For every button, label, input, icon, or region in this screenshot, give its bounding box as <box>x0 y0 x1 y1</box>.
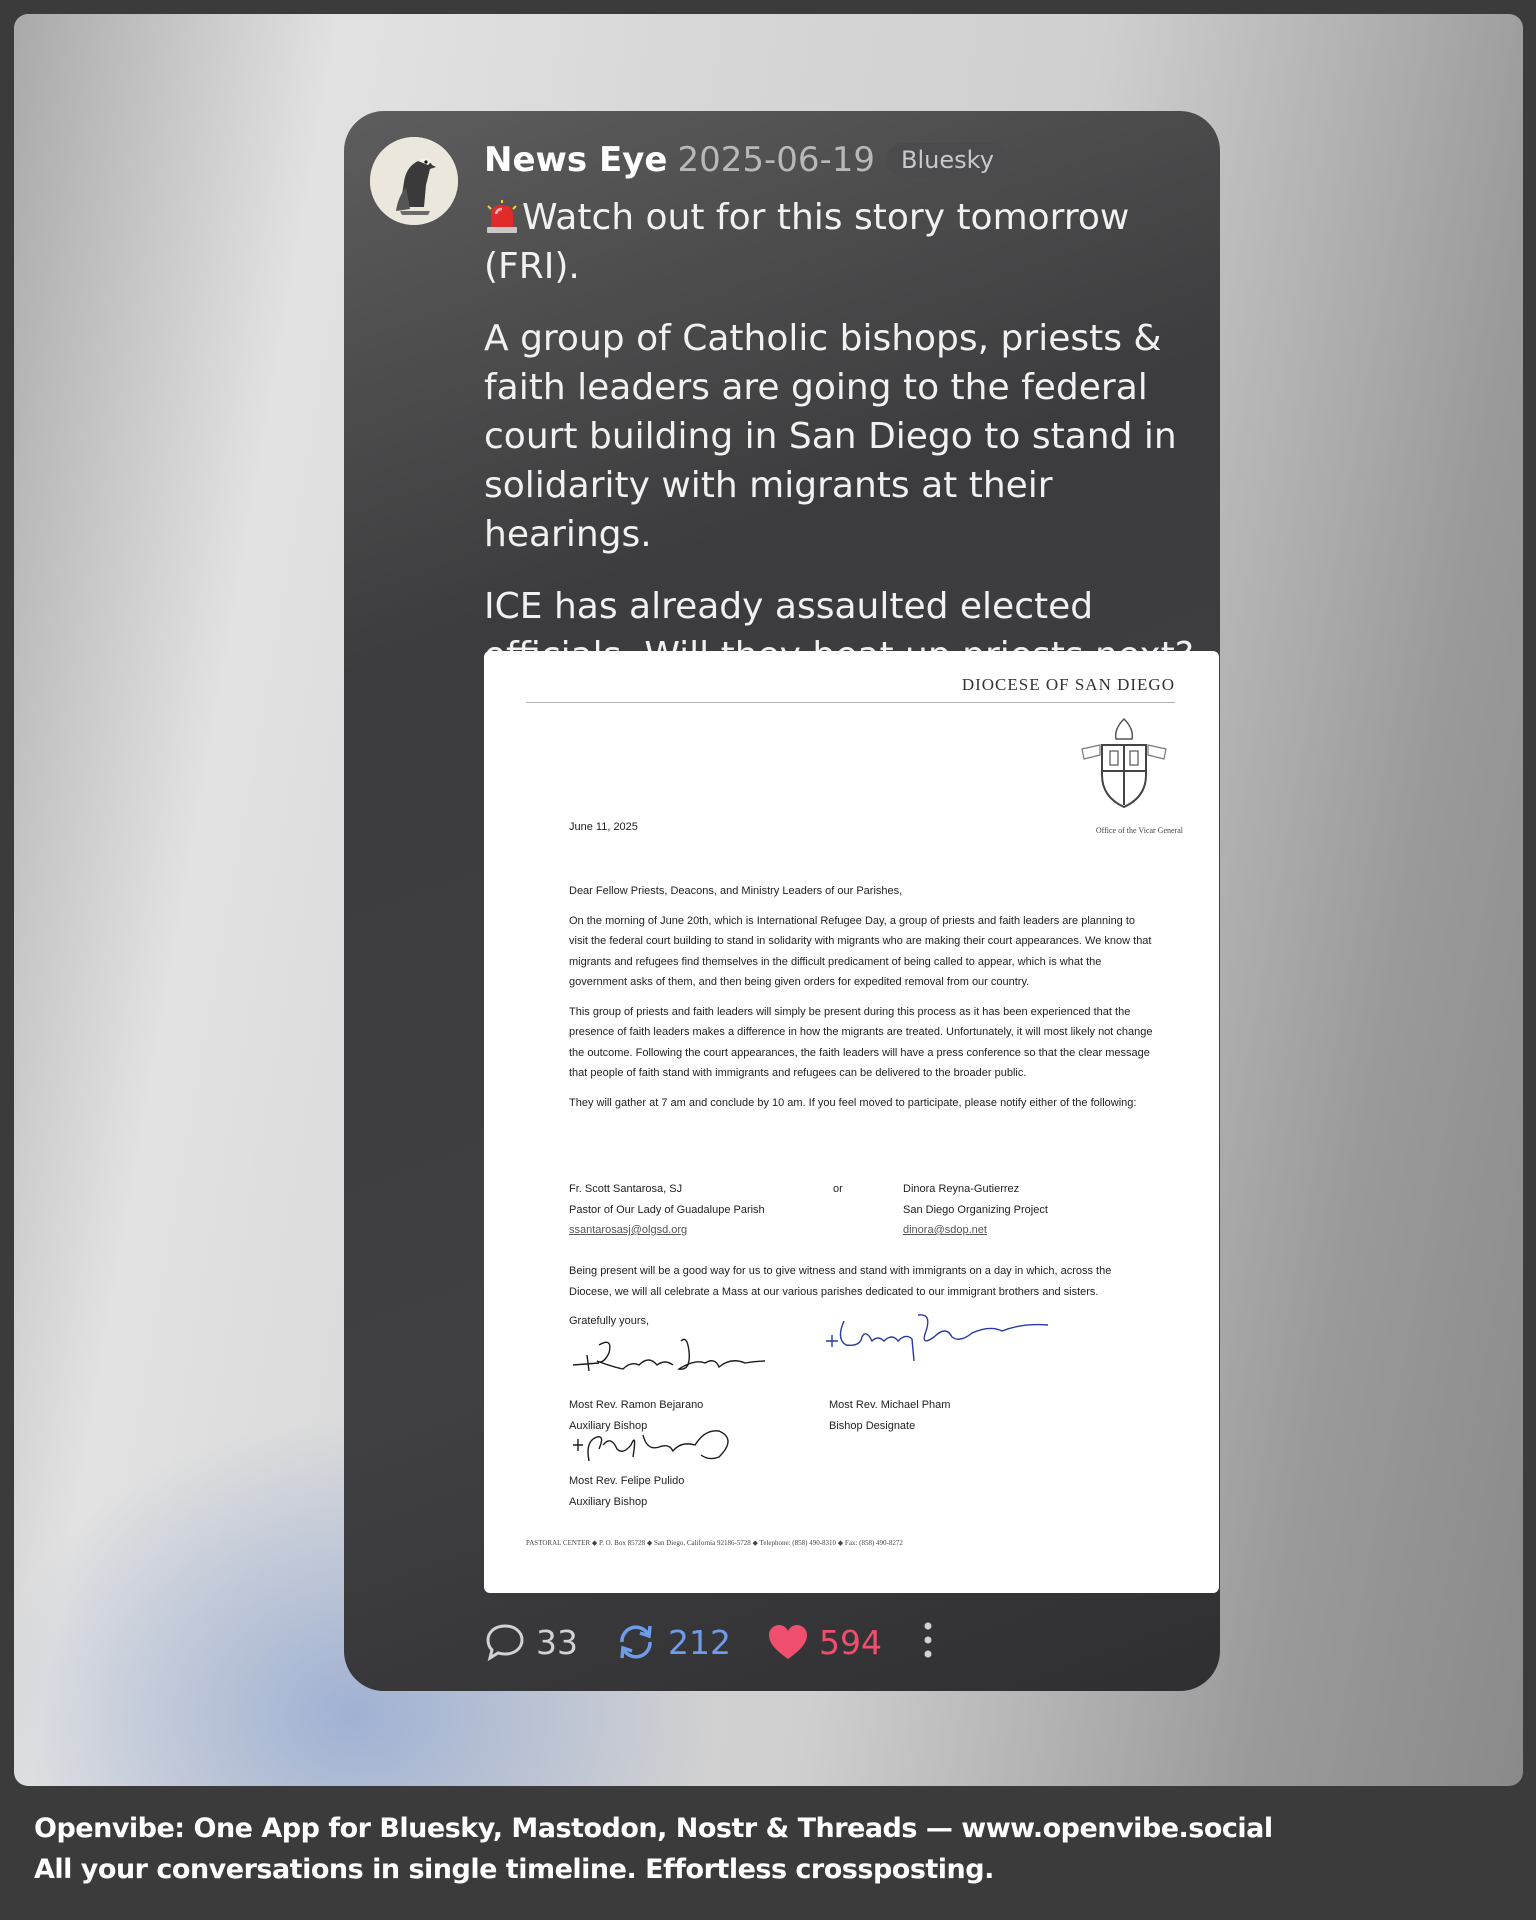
diocese-crest-icon <box>1074 715 1174 815</box>
heart-icon <box>767 1623 809 1661</box>
post-paragraph: ICE has already assaulted elected <box>484 586 1094 627</box>
letter-valediction: Gratefully yours, <box>569 1315 650 1327</box>
post-date[interactable]: 2025-06-19 <box>677 140 876 180</box>
signature-pham-icon <box>822 1311 1062 1367</box>
background-frame <box>14 14 1523 1786</box>
like-button[interactable] <box>767 1623 882 1662</box>
contact-email-left: ssantarosasj@olgsd.org <box>569 1224 688 1236</box>
comment-icon <box>484 1622 526 1662</box>
promo-caption-line2: All your conversations in single timeline. Effortless crossposting. <box>34 1854 994 1885</box>
letter-salutation: Dear Fellow Priests, Deacons, and Ministry Leaders of our Parishes, <box>569 885 903 897</box>
network-badge: Bluesky <box>887 143 1008 177</box>
letter-header: DIOCESE OF SAN DIEGO <box>961 675 1175 694</box>
signatory-pulido: Most Rev. Felipe Pulido Auxiliary Bishop <box>569 1475 685 1508</box>
more-vertical-icon <box>922 1620 934 1660</box>
letter-body <box>569 881 1154 1122</box>
post-card[interactable] <box>344 111 1220 1691</box>
promo-caption-line1: Openvibe: One App for Bluesky, Mastodon, Nostr & Threads — www.openvibe.social <box>34 1813 1273 1844</box>
letter-date: June 11, 2025 <box>569 821 638 833</box>
rotating-light-icon <box>484 198 520 232</box>
attached-letter-image[interactable] <box>484 651 1219 1593</box>
eagle-avatar-icon <box>370 137 458 225</box>
signatory-bejarano: Most Rev. Ramon Bejarano Auxiliary Bishop <box>569 1399 704 1432</box>
letter-closing-paragraph: Being present will be a good way for us to give witness and stand with immigrants on a day in which, across the Diocese, we will all celebrate a Mass at our various parishes dedicated to our immigrant brothers and sisters. <box>569 1265 1112 1298</box>
contact-or: or <box>833 1183 843 1195</box>
promo-caption <box>34 1808 1273 1890</box>
signatory-pham: Most Rev. Michael Pham Bishop Designate <box>829 1399 951 1432</box>
post-paragraph: Watch out for this story tomorrow (FRI). <box>484 197 1130 287</box>
reply-button[interactable] <box>484 1622 578 1662</box>
contact-email-right: dinora@sdop.net <box>903 1224 987 1236</box>
repost-icon <box>614 1622 658 1662</box>
like-count: 594 <box>819 1622 882 1662</box>
letter-header-rule <box>526 702 1175 703</box>
letter-paragraph: On the morning of June 20th, which is International Refugee Day, a group of priests and faith leaders are planning to visit the federal court building to stand in solidarity with migrants who are making their court appearances. We know that migrants and refugees find themselves in the difficult predicament of being called to appear, which is what the government asks of them, and then being given orders for expedited removal from our country. <box>569 914 1152 988</box>
author-name[interactable]: News Eye <box>484 140 668 180</box>
contact-left: Fr. Scott Santarosa, SJ Pastor of Our Lady of Guadalupe Parish ssantarosasj@olgsd.org <box>569 1179 809 1241</box>
more-options-button[interactable] <box>922 1620 934 1664</box>
contact-right: Dinora Reyna-Gutierrez San Diego Organizing Project dinora@sdop.net <box>903 1179 1143 1241</box>
post-actions <box>484 1619 934 1665</box>
letter-office: Office of the Vicar General <box>1095 826 1183 835</box>
reply-count: 33 <box>536 1622 578 1662</box>
post-header <box>484 135 1008 185</box>
letter-paragraph: They will gather at 7 am and conclude by 10 am. If you feel moved to participate, please notify either of the following: <box>569 1096 1137 1109</box>
repost-button[interactable] <box>614 1622 731 1662</box>
signature-bejarano-icon <box>569 1331 789 1377</box>
repost-count: 212 <box>668 1622 731 1662</box>
avatar[interactable] <box>370 137 458 225</box>
post-text <box>484 193 1204 703</box>
letter-paragraph: This group of priests and faith leaders will simply be present during this process as it has been experienced that the presence of faith leaders makes a difference in how the migrants are treated. Unfortunately, it will most likely not change the outcome. Following the court appearances, the faith leaders will have a press conference so that the clear message that people of faith stand with immigrants and refugees can be delivered to the broader public. <box>569 1005 1153 1079</box>
post-paragraph: A group of Catholic bishops, priests & faith leaders are going to the federal court building in San Diego to stand in solidarity with migrants at their hearings. <box>484 318 1177 555</box>
letter-footer: PASTORAL CENTER ◆ P. O. Box 85728 ◆ San Diego, California 92186-5728 ◆ Telephone: (858) 490-8310 ◆ Fax: (858) 490-8272 <box>526 1539 903 1547</box>
